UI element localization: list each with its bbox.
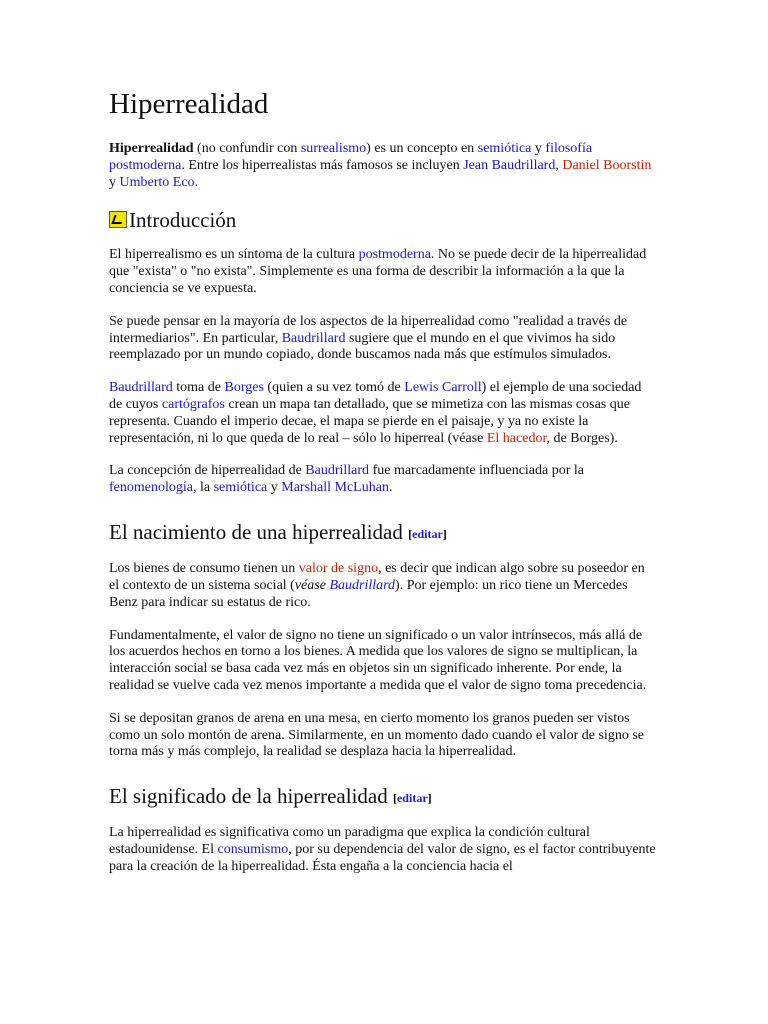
lead-term: Hiperrealidad: [109, 141, 194, 156]
link-filosofia-postmoderna[interactable]: filosofía postmoderna: [109, 141, 593, 173]
edit-pencil-icon[interactable]: [109, 211, 127, 228]
article-body: [109, 86, 657, 892]
text: y: [267, 480, 282, 496]
link-borges[interactable]: Borges: [224, 380, 264, 396]
vease-text: véase: [294, 577, 330, 593]
paragraph: [109, 314, 657, 364]
text: (no confundir con: [193, 141, 301, 156]
link-el-hacedor[interactable]: El hacedor: [486, 430, 547, 446]
link-umberto-eco[interactable]: Umberto Eco: [119, 174, 195, 190]
text: La concepción de hiperrealidad de: [109, 463, 306, 479]
paragraph: [109, 380, 657, 447]
link-fenomenologia[interactable]: fenomenología: [109, 480, 193, 496]
link-lewis-carroll[interactable]: Lewis Carroll: [404, 380, 482, 396]
heading-text: El nacimiento de una hiperrealidad: [109, 519, 403, 544]
text: , la: [192, 480, 214, 496]
section-heading-nacimiento: [109, 519, 657, 547]
paragraph: [109, 825, 657, 875]
edit-section: [editar]: [392, 791, 432, 806]
page-title: Hiperrealidad: [109, 88, 269, 120]
text: y: [531, 141, 546, 156]
paragraph: [109, 463, 657, 497]
text: , por su dependencia del valor de signo, es el factor contribuyente para la creación de la hiperrealidad. Ésta engaña a la conciencia hacia el: [109, 842, 656, 874]
link-baudrillard[interactable]: Baudrillard: [109, 380, 173, 396]
paragraph: [109, 247, 657, 297]
link-baudrillard[interactable]: Baudrillard: [329, 577, 396, 593]
link-semiotica[interactable]: semiótica: [477, 141, 532, 156]
section-heading-introduccion: [109, 207, 657, 233]
link-marshall-mcluhan[interactable]: Marshall McLuhan: [281, 480, 389, 496]
text: crean un mapa tan detallado, que se mimetiza con las mismas cosas que representa. Cuando el imperio decae, el mapa se pierde en el paisaje, y ya no existe la representación, ni lo que queda de lo real – sólo lo hiperreal (véase: [109, 396, 630, 446]
paragraph: Si se depositan granos de arena en una mesa, en cierto momento los granos pueden ser vistos como un solo montón de arena. Similarmente, en un momento dado cuando el valor de signo se torna más y más complejo, la realidad se desplaza hacia la hiperrealidad.: [109, 710, 644, 760]
text: El hiperrealismo es un síntoma de la cultura: [109, 247, 359, 263]
text: , de Borges).: [546, 430, 618, 446]
text: fue marcadamente influenciada por la: [369, 463, 585, 479]
link-valor-de-signo[interactable]: valor de signo: [298, 561, 379, 577]
text: ) es un concepto en: [366, 141, 478, 156]
text: ,: [555, 157, 563, 173]
link-jean-baudrillard[interactable]: Jean Baudrillard: [463, 157, 556, 173]
link-surrealismo[interactable]: surrealismo: [300, 141, 367, 156]
text: ) el ejemplo de una sociedad de cuyos: [109, 380, 642, 412]
paragraph: [109, 561, 657, 611]
text: .: [194, 174, 199, 190]
link-cartografos[interactable]: cartógrafos: [161, 396, 225, 412]
text: . Entre los hiperrealistas más famosos se incluyen: [181, 157, 464, 173]
paragraph: Fundamentalmente, el valor de signo no tiene un significado o un valor intrínsecos, más allá de los acuerdos hechos en torno a los bienes. A medida que los valores de signo se multiplican, la interacción social se basa cada vez más en objetos sin un significado inherente. Por ende, la realidad se vuelve cada vez menos importante a medida que el valor de signo toma precedencia.: [109, 627, 647, 693]
text: (quien a su vez tomó de: [263, 380, 405, 396]
link-consumismo[interactable]: consumismo: [217, 842, 289, 858]
lead-paragraph: [109, 141, 657, 191]
heading-text: Introducción: [129, 208, 237, 233]
link-baudrillard[interactable]: Baudrillard: [281, 330, 346, 346]
section-heading-significado: [109, 783, 657, 811]
link-postmoderna[interactable]: postmoderna: [358, 247, 431, 263]
text: . No se puede decir de la hiperrealidad que "exista" o "no exista". Simplemente es una forma de describir la información a la que la conciencia se ve expuesta.: [109, 247, 647, 296]
text: , es decir que indican algo sobre su poseedor en el contexto de un sistema social (: [109, 561, 645, 593]
text: toma de: [172, 380, 225, 396]
text: sugiere que el mundo en el que vivimos ha sido reemplazado por un mundo copiado, donde buscamos nada más que estímulos simulados.: [109, 330, 616, 363]
text: y: [109, 174, 120, 190]
edit-section: [editar]: [408, 527, 447, 542]
link-baudrillard[interactable]: Baudrillard: [305, 463, 370, 479]
text: .: [388, 480, 393, 496]
text: ). Por ejemplo: un rico tiene un Mercedes Benz para indicar su estatus de rico.: [109, 577, 628, 610]
edit-link[interactable]: editar: [396, 791, 428, 806]
link-daniel-boorstin[interactable]: Daniel Boorstin: [562, 157, 652, 173]
heading-text: El significado de la hiperrealidad: [109, 784, 388, 809]
link-semiotica[interactable]: semiótica: [213, 480, 268, 496]
text: La hiperrealidad es significativa como un paradigma que explica la condición cultural estadounidense. El: [109, 825, 590, 858]
text: Los bienes de consumo tienen un: [109, 561, 299, 577]
text: Se puede pensar en la mayoría de los aspectos de la hiperrealidad como "realidad a través de intermediarios". En particular,: [109, 313, 628, 346]
edit-link[interactable]: editar: [412, 527, 443, 542]
